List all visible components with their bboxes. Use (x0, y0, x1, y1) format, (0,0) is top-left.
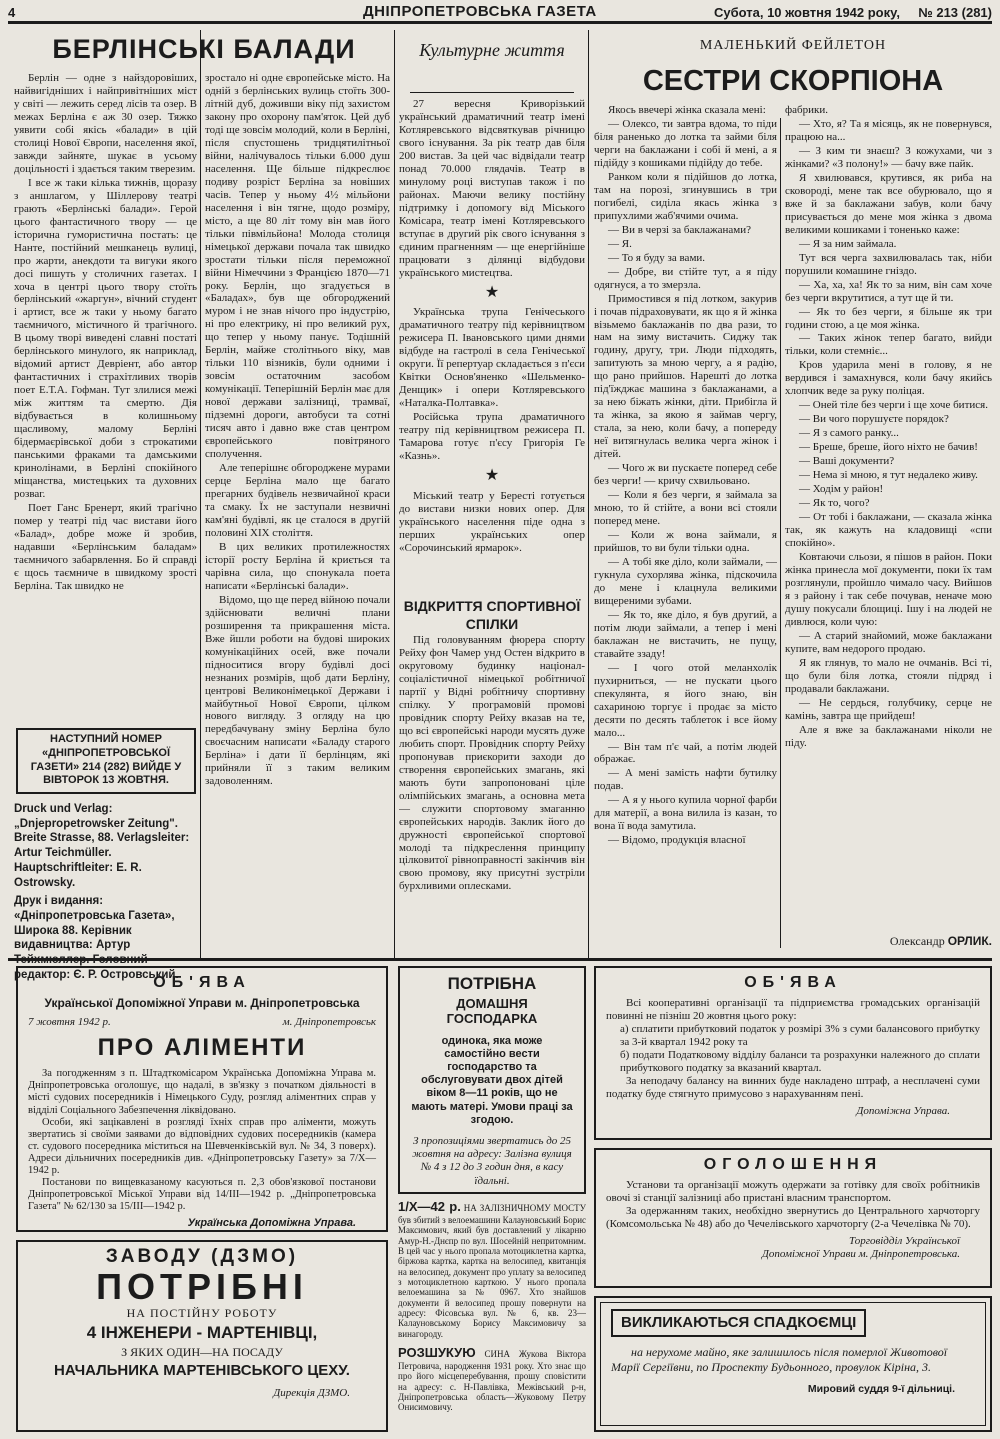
paragraph: — Нема зі мною, я тут недалеко живу. (799, 469, 978, 482)
ad-heading: РОЗШУКУЮ (398, 1346, 476, 1360)
paragraph: — Коли я без черги, я займала за мною, то й стійте, а вони всі стояли поперед мене. (594, 489, 777, 528)
author-surname: ОРЛИК. (947, 934, 992, 948)
impressum-ukrainian: Друк і видання: «Дніпропетровська Газета», Широка 88. Керівник видавництва: Артур редактор: Є. Р. Островський. (14, 895, 179, 981)
culture-column (399, 98, 585, 598)
paragraph: Примостився я під лотком, закурив і почав підраховувати, як що я й жінка візьмемо баклажанів по два рази, то нам на зиму вистачить. Сиджу так годину, другу, три. Люди підходять, запитують за мною чергу, а я радію, що рано прийшов. Нарешті до лотка під'їжджає машина з баклажанами, а за нею біжать жінки, діти. Прибігла й та жінка, за якою я займав чергу, стала, за нею, коли бачу, а попереду неї витягнулась велика черга жінок і дітей. (594, 292, 777, 461)
ballads-col-1 (14, 72, 197, 720)
masthead (8, 2, 992, 24)
paragraph: — Коли ж вона займали, я прийшов, то ви були тільки одна. (594, 529, 777, 554)
paragraph: Берлін — одне з найздоровіших, найвигідніших і найпривітніших міст у світі — лежить серед лісів та озер. В межах Берліна є аж 30 озер. Тяжко уявити собі якісь «балади» в цій столиці Нової Європи, населення якої, завжди зайняте, шукає в усьому доцільності і здається таким тверезим. (14, 72, 197, 175)
paragraph: Кров ударила мені в голову, я не вердився і замахнувся, коли бачу якийсь хлопчик веде за руку поліцая. (785, 359, 992, 398)
page-number: 4 (8, 5, 16, 20)
paragraph: — Я за ним займала. (799, 237, 897, 250)
ad-bridge (398, 1200, 586, 1340)
ad-line: З ЯКИХ ОДИН—НА ПОСАДУ (121, 1345, 283, 1360)
feuilleton-kicker: МАЛЕНЬКИЙ ФЕЙЛЕТОН (699, 38, 887, 53)
ad-contact: З пропозиціями звертатись до 25 жовтня на адресу: Залізна вулиця № 4 з 12 до 3 годин дня, в касу їдальні. (412, 1135, 572, 1187)
list-item: б) подати Податковому відділу баланси та розрахунки належного до сплати прибуткового податку за вказаний квартал. (620, 1048, 980, 1074)
paragraph: Поет Ганс Бренерт, який трагічно помер у театрі під час вистави його «Балад», добре може й зробив, надавши «Берлінським баладам» таємничого забарвлення. Бо й справді є щось таємниче в швидкому зрості Берліна. Так швидко не (14, 501, 197, 592)
impressum-german: Druck und Verlag: „Dnjepropetrowsker Zeitung". Breite Strasse, 88. Verlagsleiter: Artur Teichmüller. Hauptschriftleiter: E. R. Ostrowsky. (14, 803, 190, 889)
paragraph: — От тобі і баклажани, — сказала жінка так, як кажуть на кладовищі «спи спокійно». (785, 511, 992, 549)
paragraph: Тут вся черга захвилювалась так, ніби порушили комашине гніздо. (785, 251, 992, 277)
ad-line: НА ПОСТІЙНУ РОБОТУ (126, 1306, 278, 1321)
ad-signature: Допоміжна Управа. (856, 1104, 950, 1117)
column-rule (588, 30, 589, 960)
paragraph: — Як то, яке діло, я був другий, а потім люди займали, а тепер і мені баклажан не вистачить, не пущу, ставайте ззаду! (594, 608, 777, 660)
paragraph: Якось ввечері жінка сказала мені: (608, 104, 766, 116)
ballads-col-2 (205, 72, 390, 957)
next-issue-announcement: НАСТУПНИЙ НОМЕР «ДНІПРОПЕТРОВСЬКОЇ ГАЗЕТИ» 214 (282) ВИЙДЕ У ВІВТОРОК 13 ЖОВТНЯ. (16, 728, 196, 794)
star-divider: ★ (484, 283, 500, 301)
paragraph: — А старий знайомий, може баклажани купите, вам недорого продаю. (785, 629, 992, 655)
paragraph: І все ж таки кілька тижнів, щоразу з аншлагом, у Шіллерову театрі грають «Берлінські балади». Герой цього фантастичного твору — це історична гумористична постать: це Нанте, постійний мешканець вулиці, про жарти, анекдоти та вигуки якого досі пишуть у столичних газетах. І хоча в центрі цього твору стоїть берлінський «жаргун», вічний студент і артист, все ж таки у ньому багато таємничого, містичного й трагічного. В цьому творі виведені славні постаті берлінського минулого, як наприклад, відомий артист Девріент, або автор фантастичних і страхітливих творів поет Е.Т.А. Гофман. Тут злилися межі між життям та смертю. Дія відбувається в колишньому щасливому, малому Берліні бідермаєрівської доби з строкатими панськими фраками та дамськими кринолінами, в Берліні спокійного міщанства, мистецьких та духовних розваг. (14, 176, 197, 500)
column-rule (200, 30, 201, 960)
paragraph: — Як то без черги, я більше як три години стою, а це моя жінка. (785, 305, 992, 331)
ad-heading: ЗАВОДУ (ДЗМО) (105, 1246, 299, 1267)
paragraph: Під головуванням фюрера спорту Рейху фон Чамер унд Остен відкрито в округовому будинку націонал-соціалістичної німецької робітничої партії у Відні робітничу спортивну спілку. У програмовій промові провідник спорту Рейху вказав на те, що всі європейські народи мусять дуже любить спорт. Провідник спорту Рейху пропонував приєкорити заходи до створення європейських змагань, які мають бути запропоновані ціле олімпійських змагань, а основна мета — служити спортовому змаганню європейських народів. Заклик його до дружності європейської спортової молоді та підкреслення принципу цілковитої рівноправності закінчив він свою промову, яку присутні зустріли бурхливими оплесками. (399, 634, 585, 893)
ad-date: 7 жовтня 1942 р. (28, 1016, 111, 1029)
ad-body (606, 1179, 980, 1231)
star-divider: ★ (484, 467, 500, 485)
paragraph: — Я. (608, 237, 632, 250)
paragraph: Але теперішнє обгороджене мурами серце Берліна мало ще багато прегарних будівель незвичайної краси та смаку. Їх не заступали незвичні кам'яні будівлі, як це сталося в другій половині XIX століття. (205, 462, 390, 539)
paragraph: — То я буду за вами. (608, 251, 706, 264)
ad-body: НА ЗАЛІЗНИЧНОМУ МОСТУ був збитий з велоемашини Калауновський Борис Максимович, який був доставлений у лікарню Амур-Н.-Днєпр по вул. Шосейній непритомним. В цей час у нього пропала мотоциклетна картка, біржова картка, картка на велосипед, квитанція на велосипед, документ про уплату за велосипед з мотоциклетною карткою. У нього пропала велоемашина за № 0967. Хто знайшов документи й велосипед прошу повернути на адресу: Фісовська вул. № 6, кв. 23—Калауновському Борису Максимовичу за винагороду. (398, 1203, 586, 1339)
ballads-title: БЕРЛІНСЬКІ БАЛАДИ (52, 34, 356, 64)
paragraph: — Не сердься, голубчику, серце не камінь, завтра ще прийдеш! (785, 696, 992, 722)
paragraph: Всі кооперативні організації та підприємства громадських організацій повинні не пізніш 20 жовтня цього року: (606, 996, 980, 1022)
title-underline (410, 92, 574, 93)
paragraph: фабрики. (785, 104, 828, 116)
ad-big-heading: ПОТРІБНІ (96, 1266, 308, 1308)
ad-body: одинока, яка може самостійно вести господарство та обслуговувати двох дітей віком 8—11 років, що не мають матері. Умови праці за згодою. (411, 1034, 573, 1126)
ad-heirs-inner-frame (600, 1302, 986, 1426)
paragraph: зростало ні одне європейське місто. На одній з берлінських вулиць стоїть 300-літній дуб, доживши віку під захистом закону про охорону пам'яток. Цей дуб тоді ще зовсім молодий, коли в Берліні, після спустошень тридцятилітньої війни, налічувалось тільки 6.000 душ населення. Ще більше підкреслює подиву розріст Берліна за новіших часів. Тепер у ньому 4½ мільйони населення і він тягне, щодо розміру, місто, а ще 80 літ тому він мав його тільки півмільйона! Молода столиця німецької держави почала так швидко зростати тільки після переможної війни Німеччини з Францією 1870—71 року. Берлін, що згадується в «Баладах», був ще обгороджений муром і не знав нічого про індустрію, ні про електрику, ні про великий рух, що тепер у ньому панує. Тодішній Берлін, майже столітнього віку, мав тільки 110 візників, були одними і зовсім остаточним засобом комунікації. Теперішній Берлін має для нової держави залізниці, трамваї, підземні дороги, автобуси та сотні тисяч авто і давно вже став центром європейського повітряного сполучення. (205, 72, 390, 461)
list-item: а) сплатити прибутковий податок у розмірі 3% з суми балансового прибутку за 3-й квартал 1942 року та (620, 1022, 980, 1048)
ad-cooperatives (594, 966, 992, 1140)
paragraph: — А мені замість нафти бутилку подав. (594, 767, 777, 793)
culture-item: Міський театр у Бересті готується до вистави низки нових опер. Для українського населення піде одна з перших українських опер «Сорочинський ярмарок». (399, 489, 585, 554)
ad-city: м. Дніпропетровськ (282, 1016, 376, 1029)
ad-housekeeper (398, 966, 586, 1194)
ad-notice (594, 1148, 992, 1288)
paragraph: — З ким ти знаєш? З кожухами, чи з жінками? «З полону!» — бачу вже пайк. (785, 144, 992, 170)
feuilleton-col-2 (785, 104, 992, 924)
paragraph: — Бреше, бреше, його ніхто не бачив! (799, 441, 978, 454)
paragraph: — Ви чого порушуєте порядок? (799, 413, 949, 426)
ad-signature: Мировий суддя 9-ї дільниці. (807, 1382, 955, 1395)
paragraph: — Ви в черзі за баклажанами? (608, 223, 752, 236)
ad-heading: ОГОЛОШЕННЯ (703, 1156, 883, 1173)
ad-date: 1/X—42 р. (398, 1200, 461, 1214)
ad-body (606, 997, 980, 1101)
ad-signature-line-1: Торговідділ Української (848, 1234, 960, 1247)
paragraph: Відомо, що ще перед війною почали здійснювати величні плани розширення та прикрашення міста. Вже йшли роботи на будові широких комунікаційних осей, вже почали підноситися вгору будівлі досі незнаних розмірів, щоб дати Берліну, центрові Великонімецької Держави і майбутньої Нової Європи, цілком нового вигляду. З огляду на цю передбачувану зміну Берліна було своєчасним написати «Баладу старого Берліна» і дати її берлінцям, які прийняли її з таким великим задоволенням. (205, 593, 390, 788)
paragraph: — Хто, я? Та я місяць, як не повернувся, працюю на... (785, 117, 992, 143)
ad-line: НАЧАЛЬНИКА МАРТЕНІВСЬКОГО ЦЕХУ. (54, 1361, 350, 1379)
paragraph: — Як то, чого? (799, 497, 870, 510)
ad-body (28, 1068, 376, 1213)
paragraph: — Я з самого ранку... (799, 427, 899, 440)
paragraph: Я як глянув, то мало не очманів. Всі ті, що були біля лотка, стояли підряд і продавали баклажани. (785, 656, 992, 695)
ad-heirs (594, 1296, 992, 1432)
ad-org: Української Допоміжної Управи м. Дніпропетровська (44, 995, 360, 1010)
culture-title: Культурне життя (419, 40, 565, 60)
author-first-name: Олександр (889, 934, 945, 948)
issue-number: № 213 (281) (918, 5, 992, 20)
paragraph: — Ходім у район! (799, 483, 884, 496)
newspaper-title: ДНІПРОПЕТРОВСЬКА ГАЗЕТА (363, 3, 597, 20)
paragraph: Ковтаючи сльози, я пішов в район. Поки жінка принесла мої документи, поки їх там розглянули, пройшло чимало часу. Вийшов я з району і так себе почував, неначе мою душу покусали блощиці. Ішу і на людей не дивлюся, коли чую: (785, 550, 992, 628)
ad-heading: ПОТРІБНА (447, 974, 537, 993)
paragraph: — Він там п'є чай, а потім людей ображає. (594, 740, 777, 766)
section-divider (8, 958, 992, 961)
ad-body: СИНА Жукова Віктора Петровича, народження 1931 року. Хто знає що про його місцеперебування, прошу сповістити на адресу: с. Н-Павлівка, Межівський р-н, Дніпропетровська область—Жуковому Петру Онисимовичу. (398, 1349, 586, 1413)
paragraph: За одержанням таких, необхідно звернутись до Центрального харчоторгу (Комсомольська № 48) або до Чечелівського харчоторгу (2-а Чечелівка № 70). (606, 1204, 980, 1230)
paragraph: — Ха, ха, ха! Як то за ним, він сам хоче без черги вкрутитися, а тут ще й ти. (785, 278, 992, 304)
ad-dateline (28, 1016, 376, 1032)
ad-heading: ОБ'ЯВА (153, 974, 251, 991)
paragraph: — Чого ж ви пускаєте поперед себе без черги! — кричу схвильовано. (594, 462, 777, 488)
ad-signature-line-2: Допоміжної Управи м. Дніпропетровська. (761, 1247, 960, 1260)
paragraph: За погодженням з п. Штадткомісаром Українська Допоміжна Управа м. Дніпропетровська оголошує, що надалі, в зв'язку з початком діяльності в місті судових посередників і Німецького Суду, розгляд аліментних справ у відділі Соціального Забезпечення ліквідовано. (28, 1068, 376, 1116)
sports-title: ВІДКРИТТЯ СПОРТИВНОЇ СПІЛКИ (403, 598, 581, 632)
ad-subheading: ДОМАШНЯ ГОСПОДАРКА (446, 996, 538, 1027)
feuilleton-col-1 (594, 104, 777, 950)
paragraph: — Оней тіле без черги і ще хоче битися. (799, 399, 988, 412)
culture-item: Українська трупа Генічеського драматичного театру під керівництвом режисера П. Івановського цими днями відбуде на гастролі в села Генічеської округи. Її репертуар складається з п'єси Квітки Основ'яненко «Шельменко-Денщик» і опери Котляревського «Наталка-Полтавка». (399, 306, 585, 410)
ad-factory (16, 1240, 388, 1432)
paragraph: Особи, які зацікавлені в розгляді їхніх справ про аліменти, можуть звертатись зі своїми заявами до відповідних судових посередників (камера ст. судового посередника міститься на Шевченківській вул. № 34, 3 поверх). Адреси дільничних посередників див. «Дніпропетровську Газету» за 7/Х—1942 р. (28, 1116, 376, 1176)
paragraph: — Добре, ви стійте тут, а я піду одягнуся, а то змерзла. (594, 265, 777, 291)
feuilleton-author (785, 934, 992, 948)
impressum (14, 802, 198, 983)
ad-heading: ВИКЛИКАЮТЬСЯ СПАДКОЄМЦІ (611, 1309, 866, 1337)
ad-search (398, 1346, 586, 1434)
paragraph: — А я у нього купила чорної фарби для матерії, а вона вилила із казан, то вона її вода замутила. (594, 794, 777, 833)
paragraph: — Ваші документи? (799, 455, 895, 468)
paragraph: Постанови по вищевказаному касуються п. 2,3 обов'язкової постанови Дніпропетровської Міської Управи від 14/ІІІ—1942 р. „Дніпропетровська Газета" № 62/130 за 15/ІІІ—1942 р. (28, 1176, 376, 1213)
issue-date: Субота, 10 жовтня 1942 року, (713, 5, 900, 20)
ad-signature: Дирекція ДЗМО. (273, 1387, 350, 1400)
ad-alimony (16, 966, 388, 1232)
ad-title: ПРО АЛІМЕНТИ (97, 1034, 307, 1062)
culture-item: Російська трупа драматичного театру під керівництвом режисера П. Тамарова готує п'єсу Григорія Ге «Казнь». (399, 411, 585, 463)
column-rule (780, 118, 781, 948)
paragraph: В цих великих протилежностях історії росту Берліна й криється та чарівна сила, що спонукала поета написати «Берлінські балади». (205, 540, 390, 592)
paragraph: — Олексо, ти завтра вдома, то піди біля раненько до лотка та займи біля черги на баклажани і собі й мені, а я підійду з кошиками підійду до тебе. (594, 117, 777, 169)
culture-item: 27 вересня Криворізький український драматичний театр імені Котляревського відсвяткував річницю свого існування. За рік театр дав біля 200 вистав. За цей час відвідали театр понад 70.000 глядачів. Театр в минулому році виступав також і по районах. Маючи велику постійну підтримку і допомогу від Міського Комісара, театр імені Котляревського вступає в другий рік свого існування з єдиним прагненням — ще енергійніше працювати з ділянці відбудови українського мистецтва. (399, 98, 585, 279)
sports-column (399, 634, 585, 954)
paragraph: Але я вже за баклажанами ніколи не піду. (785, 723, 992, 749)
paragraph: Ранком коли я підійшов до лотка, там на порозі, згинувшись в три погибелі, сиділа якась жінка з припухлими жаб'ячими очима. (594, 170, 777, 222)
ad-signature: Українська Допоміжна Управа. (187, 1217, 356, 1230)
feuilleton-title: СЕСТРИ СКОРПІОНА (642, 65, 944, 97)
paragraph: Установи та організації можуть одержати за готівку для своїх робітників овочі зі станції залізниці або пристані власним транспортом. (606, 1178, 980, 1204)
paragraph: — Таких жінок тепер багато, вийди тільки, коли стемніє... (785, 332, 992, 358)
ad-line: 4 ІНЖЕНЕРИ - МАРТЕНІВЦІ, (86, 1323, 318, 1343)
paragraph: — І чого отой меланхолік пухирниться, — не пускати цього спекулянта, я його знаю, він сахариною торгує і продає за місто десяти по десять таблеток і все йому мало... (594, 661, 777, 739)
ad-body: на нерухоме майно, яке залишилось після померлої Животової Марії Сергіївни, по Проспекту Будьонного, провулок Кіріна, 3. (611, 1344, 948, 1374)
paragraph: — А тобі яке діло, коли займали, — гукнула сухорлява жінка, підскочила до мене і клацнула великими вищереними зубами. (594, 555, 777, 607)
column-rule (394, 30, 395, 960)
paragraph: За неподачу балансу на винних буде накладено штраф, а несплачені суми податку буде стягнуто примусово з нарахуванням пені. (606, 1074, 980, 1100)
ad-heading: ОБ'ЯВА (744, 974, 842, 991)
paragraph: — Відомо, продукція власної (608, 834, 746, 847)
paragraph: Я хвилювався, крутився, як риба на сковороді, мене так все обурювало, що я вже й за баклажани забув, коли бачу присувається до мене моя жінка з двома великими кошиками і тоненько каже: (785, 171, 992, 236)
